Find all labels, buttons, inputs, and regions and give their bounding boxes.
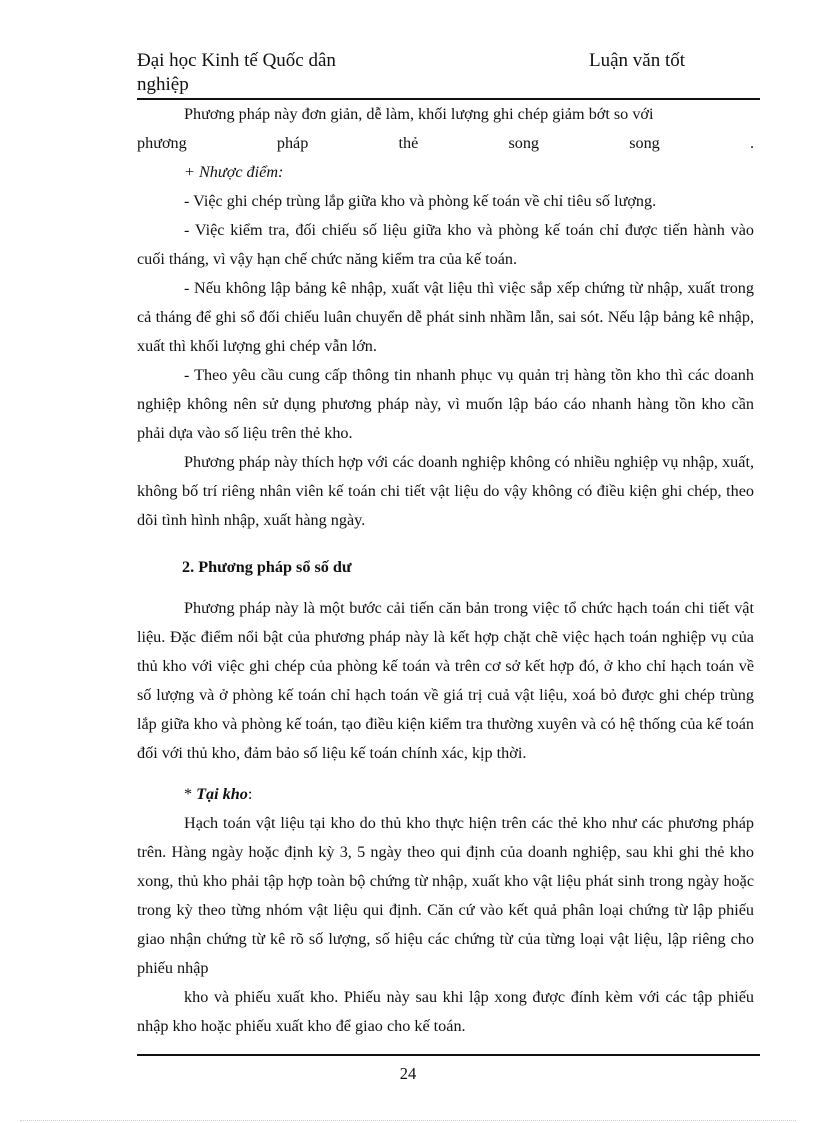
header-thesis-title: Luận văn tốt	[589, 50, 686, 71]
cons-item-3: - Nếu không lập bảng kê nhập, xuất vật liệu thì việc sắp xếp chứng từ nhập, xuất trong cả tháng để ghi sổ đối chiếu luân chuyển dễ phát sinh nhầm lẫn, sai sót. Nếu lập bảng kê nhập, xuất thì khối lượng ghi chép vẫn lớn.	[137, 279, 754, 355]
subheading-label: Tại kho	[196, 785, 248, 803]
page-bottom-border	[20, 1120, 796, 1121]
spacer	[137, 535, 754, 553]
paragraph-advantages-line1: Phương pháp này đơn giản, dễ làm, khối lượng ghi chép giảm bớt so với	[184, 105, 654, 123]
header-thesis-title-continued: nghiệp	[137, 74, 189, 95]
cons-heading: + Nhược điểm:	[184, 163, 284, 181]
paragraph-suitability: Phương pháp này thích hợp với các doanh nghiệp không có nhiều nghiệp vụ nhập, xuất, không bố trí riêng nhân viên kế toán chi tiết vật liệu do vậy không có điều kiện ghi chép, theo dõi tình hình nhập, xuất hàng ngày.	[137, 453, 754, 529]
section-heading: 2. Phương pháp sổ số dư	[182, 558, 352, 576]
paragraph-delivery-slip: kho và phiếu xuất kho. Phiếu này sau khi lập xong được đính kèm với các tập phiếu nhập kho hoặc phiếu xuất kho để giao cho kế toán.	[137, 988, 754, 1035]
cons-item-2: - Việc kiểm tra, đối chiếu số liệu giữa kho và phòng kế toán chỉ được tiến hành vào cuối tháng, vì vậy hạn chế chức năng kiểm tra của kế toán.	[137, 221, 754, 268]
subheading-bullet: *	[184, 785, 197, 803]
spacer	[137, 768, 754, 780]
page-header	[137, 50, 760, 98]
cons-item-4: - Theo yêu cầu cung cấp thông tin nhanh phục vụ quản trị hàng tồn kho thì các doanh nghiệp không nên sử dụng phương pháp này, vì muốn lập báo cáo nhanh hàng tồn kho cần phải dựa vào số liệu trên thẻ kho.	[137, 366, 754, 442]
footer-rule	[137, 1054, 760, 1056]
paragraph-balance-method: Phương pháp này là một bước cải tiến căn bản trong việc tổ chức hạch toán chi tiết vật liệu. Đặc điểm nổi bật của phương pháp này là kết hợp chặt chẽ việc hạch toán nghiệp vụ của thủ kho với việc ghi chép của phòng kế toán và trên cơ sở kết hợp đó, ở kho chỉ hạch toán về số lượng và ở phòng kế toán chỉ hạch toán về giá trị cuả vật liệu, xoá bỏ được ghi chép trùng lắp giữa kho và phòng kế toán, tạo điều kiện kiểm tra thường xuyên và có hệ thống của kế toán đối với thủ kho, đảm bảo số liệu kế toán chính xác, kịp thời.	[137, 599, 754, 762]
page-body	[137, 100, 754, 1041]
paragraph-warehouse-accounting: Hạch toán vật liệu tại kho do thủ kho thực hiện trên các thẻ kho như các phương pháp trên. Hàng ngày hoặc định kỳ 3, 5 ngày theo qui định của doanh nghiệp, sau khi ghi thẻ kho xong, thủ kho phải tập hợp toàn bộ chứng từ nhập, xuất kho vật liệu phát sinh trong ngày hoặc trong kỳ theo từng nhóm vật liệu qui định. Căn cứ vào kết quả phân loại chứng từ lập phiếu giao nhận chứng từ kê rõ số lượng, số hiệu các chứng từ của từng loại vật liệu, lập riêng cho phiếu nhập	[137, 814, 754, 977]
cons-item-1: - Việc ghi chép trùng lắp giữa kho và phòng kế toán về chỉ tiêu số lượng.	[184, 192, 657, 210]
subheading-at-warehouse	[137, 780, 754, 809]
page-number: 24	[399, 1064, 417, 1083]
spacer	[137, 582, 754, 594]
paragraph-advantages-line2: phương pháp thẻ song song .	[137, 134, 754, 152]
header-university: Đại học Kinh tế Quốc dân	[137, 50, 336, 71]
subheading-colon: :	[247, 785, 253, 803]
